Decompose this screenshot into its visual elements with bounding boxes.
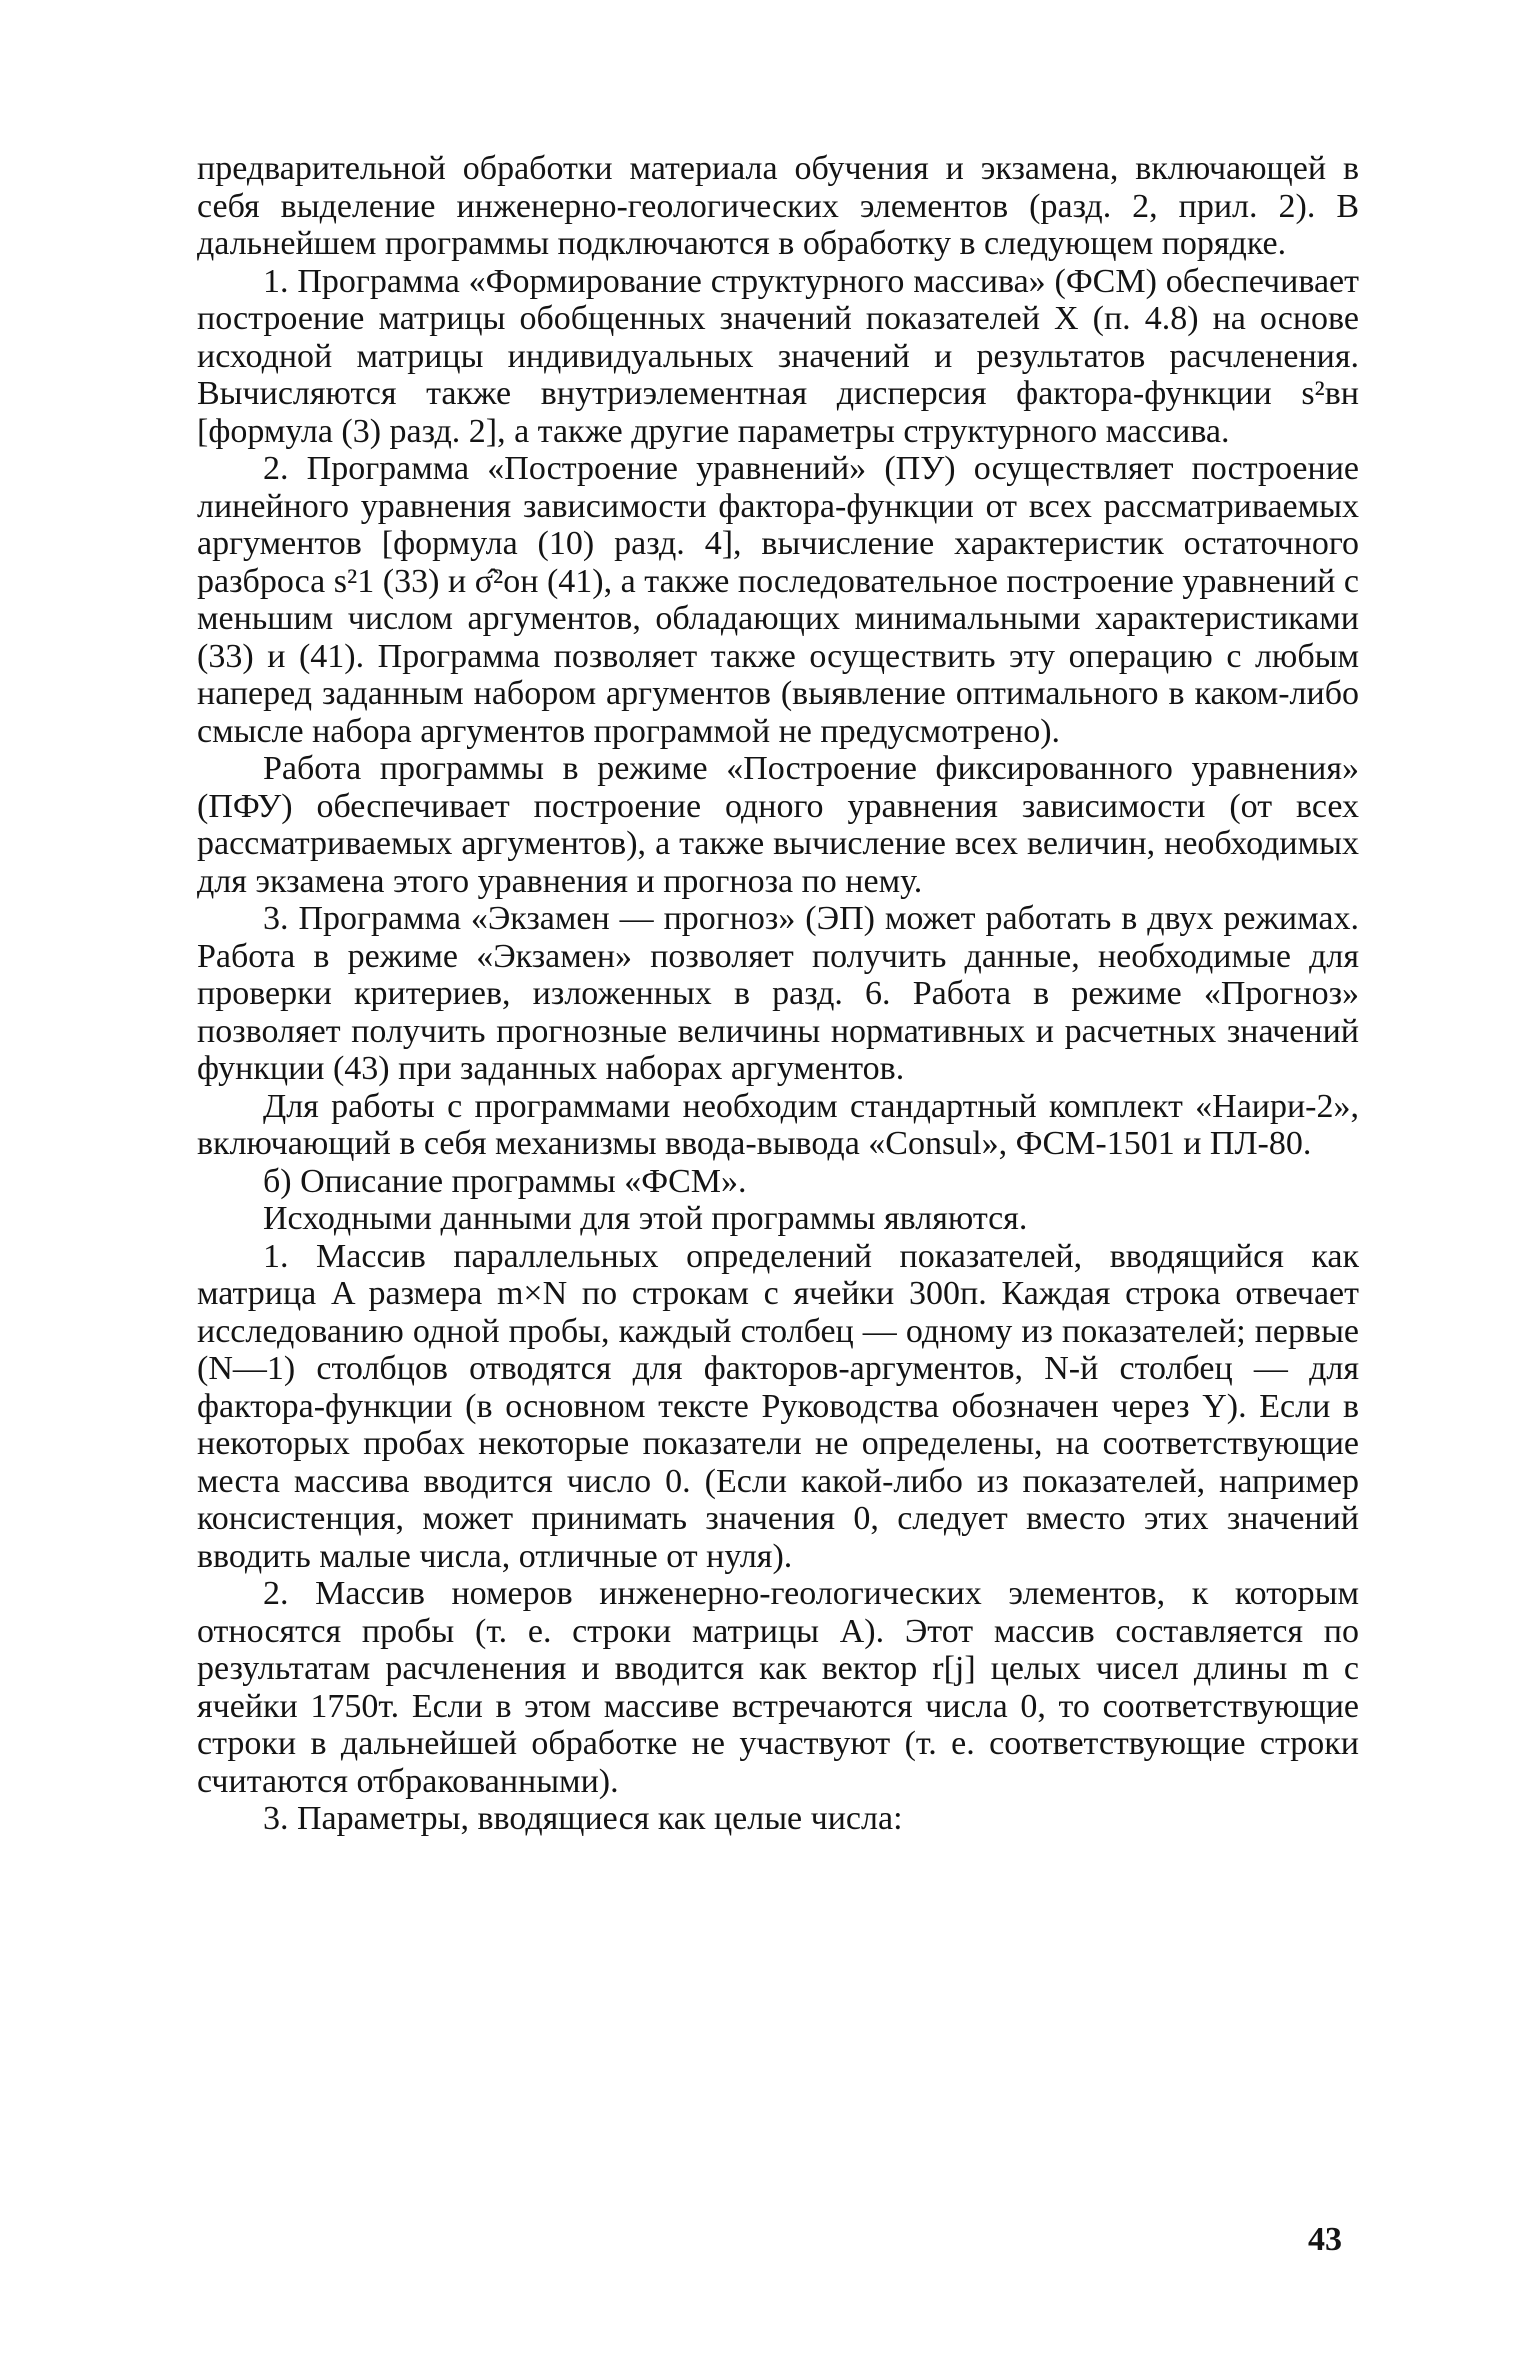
list-item-input-1: 1. Массив параллельных определений показателей, вводящийся как матрица A размера m×N по строкам с ячейки 300п. Каждая строка отвечает исследованию одной пробы, каждый столбец — одному из показателей; первые (N—1) столбцов отводятся для факторов-аргументов, N-й столбец — для фактора-функции (в основном тексте Руководства обозначен через Y). Если в некоторых пробах некоторые показатели не определены, на соответствующие места массива вводится число 0. (Если какой-либо из показателей, например консистенция, может принимать значения 0, следует вместо этих значений вводить малые числа, отличные от нуля).	[197, 1237, 1359, 1575]
paragraph-input-intro: Исходными данными для этой программы являются.	[263, 1200, 1028, 1237]
section-heading-fsm-description: б) Описание программы «ФСМ».	[263, 1162, 747, 1200]
page-text	[197, 150, 1359, 1838]
list-item-input-3: 3. Параметры, вводящиеся как целые числа:	[263, 1800, 903, 1837]
paragraph-program-pu: 2. Программа «Построение уравнений» (ПУ) осуществляет построение линейного уравнения зависимости фактора-функции от всех рассматриваемых аргументов [формула (10) разд. 4], вычисление характеристик остаточного разброса s²1 (33) и σ̂²он (41), а также последовательное построение уравнений с меньшим числом аргументов, обладающих минимальными характеристиками (33) и (41). Программа позволяет также осуществить эту операцию с любым наперед заданным набором аргументов (выявление оптимального в каком-либо смысле набора аргументов программой не предусмотрено).	[197, 450, 1359, 750]
paragraph-intro: предварительной обработки материала обучения и экзамена, включающей в себя выделение инженерно-геологических элементов (разд. 2, прил. 2). В дальнейшем программы подключаются в обработку в следующем порядке.	[197, 150, 1359, 262]
paragraph-program-fsm: 1. Программа «Формирование структурного массива» (ФСМ) обеспечивает построение матрицы обобщенных значений показателей X (п. 4.8) на основе исходной матрицы индивидуальных значений и результатов расчленения. Вычисляются также внутриэлементная дисперсия фактора-функции s²вн [формула (3) разд. 2], а также другие параметры структурного массива.	[197, 262, 1359, 450]
paragraph-program-ep: 3. Программа «Экзамен — прогноз» (ЭП) может работать в двух режимах. Работа в режиме «Экзамен» позволяет получить данные, необходимые для проверки критериев, изложенных в разд. 6. Работа в режиме «Прогноз» позволяет получить прогнозные величины нормативных и расчетных значений функции (43) при заданных наборах аргументов.	[197, 900, 1359, 1087]
paragraph-mode-pfu: Работа программы в режиме «Построение фиксированного уравнения» (ПФУ) обеспечивает построение одного уравнения зависимости (от всех рассматриваемых аргументов), а также вычисление всех величин, необходимых для экзамена этого уравнения и прогноза по нему.	[197, 750, 1359, 900]
page-number: 43	[1308, 2221, 1342, 2258]
paragraph-hardware: Для работы с программами необходим стандартный комплект «Наири-2», включающий в себя механизмы ввода-вывода «Consul», ФСМ-1501 и ПЛ-80.	[197, 1087, 1359, 1162]
list-item-input-2: 2. Массив номеров инженерно-геологических элементов, к которым относятся пробы (т. е. строки матрицы A). Этот массив составляется по результатам расчленения и вводится как вектор r[j] целых чисел длины m с ячейки 1750т. Если в этом массиве встречаются числа 0, то соответствующие строки в дальнейшей обработке не участвуют (т. е. соответствующие строки считаются отбракованными).	[197, 1575, 1359, 1800]
